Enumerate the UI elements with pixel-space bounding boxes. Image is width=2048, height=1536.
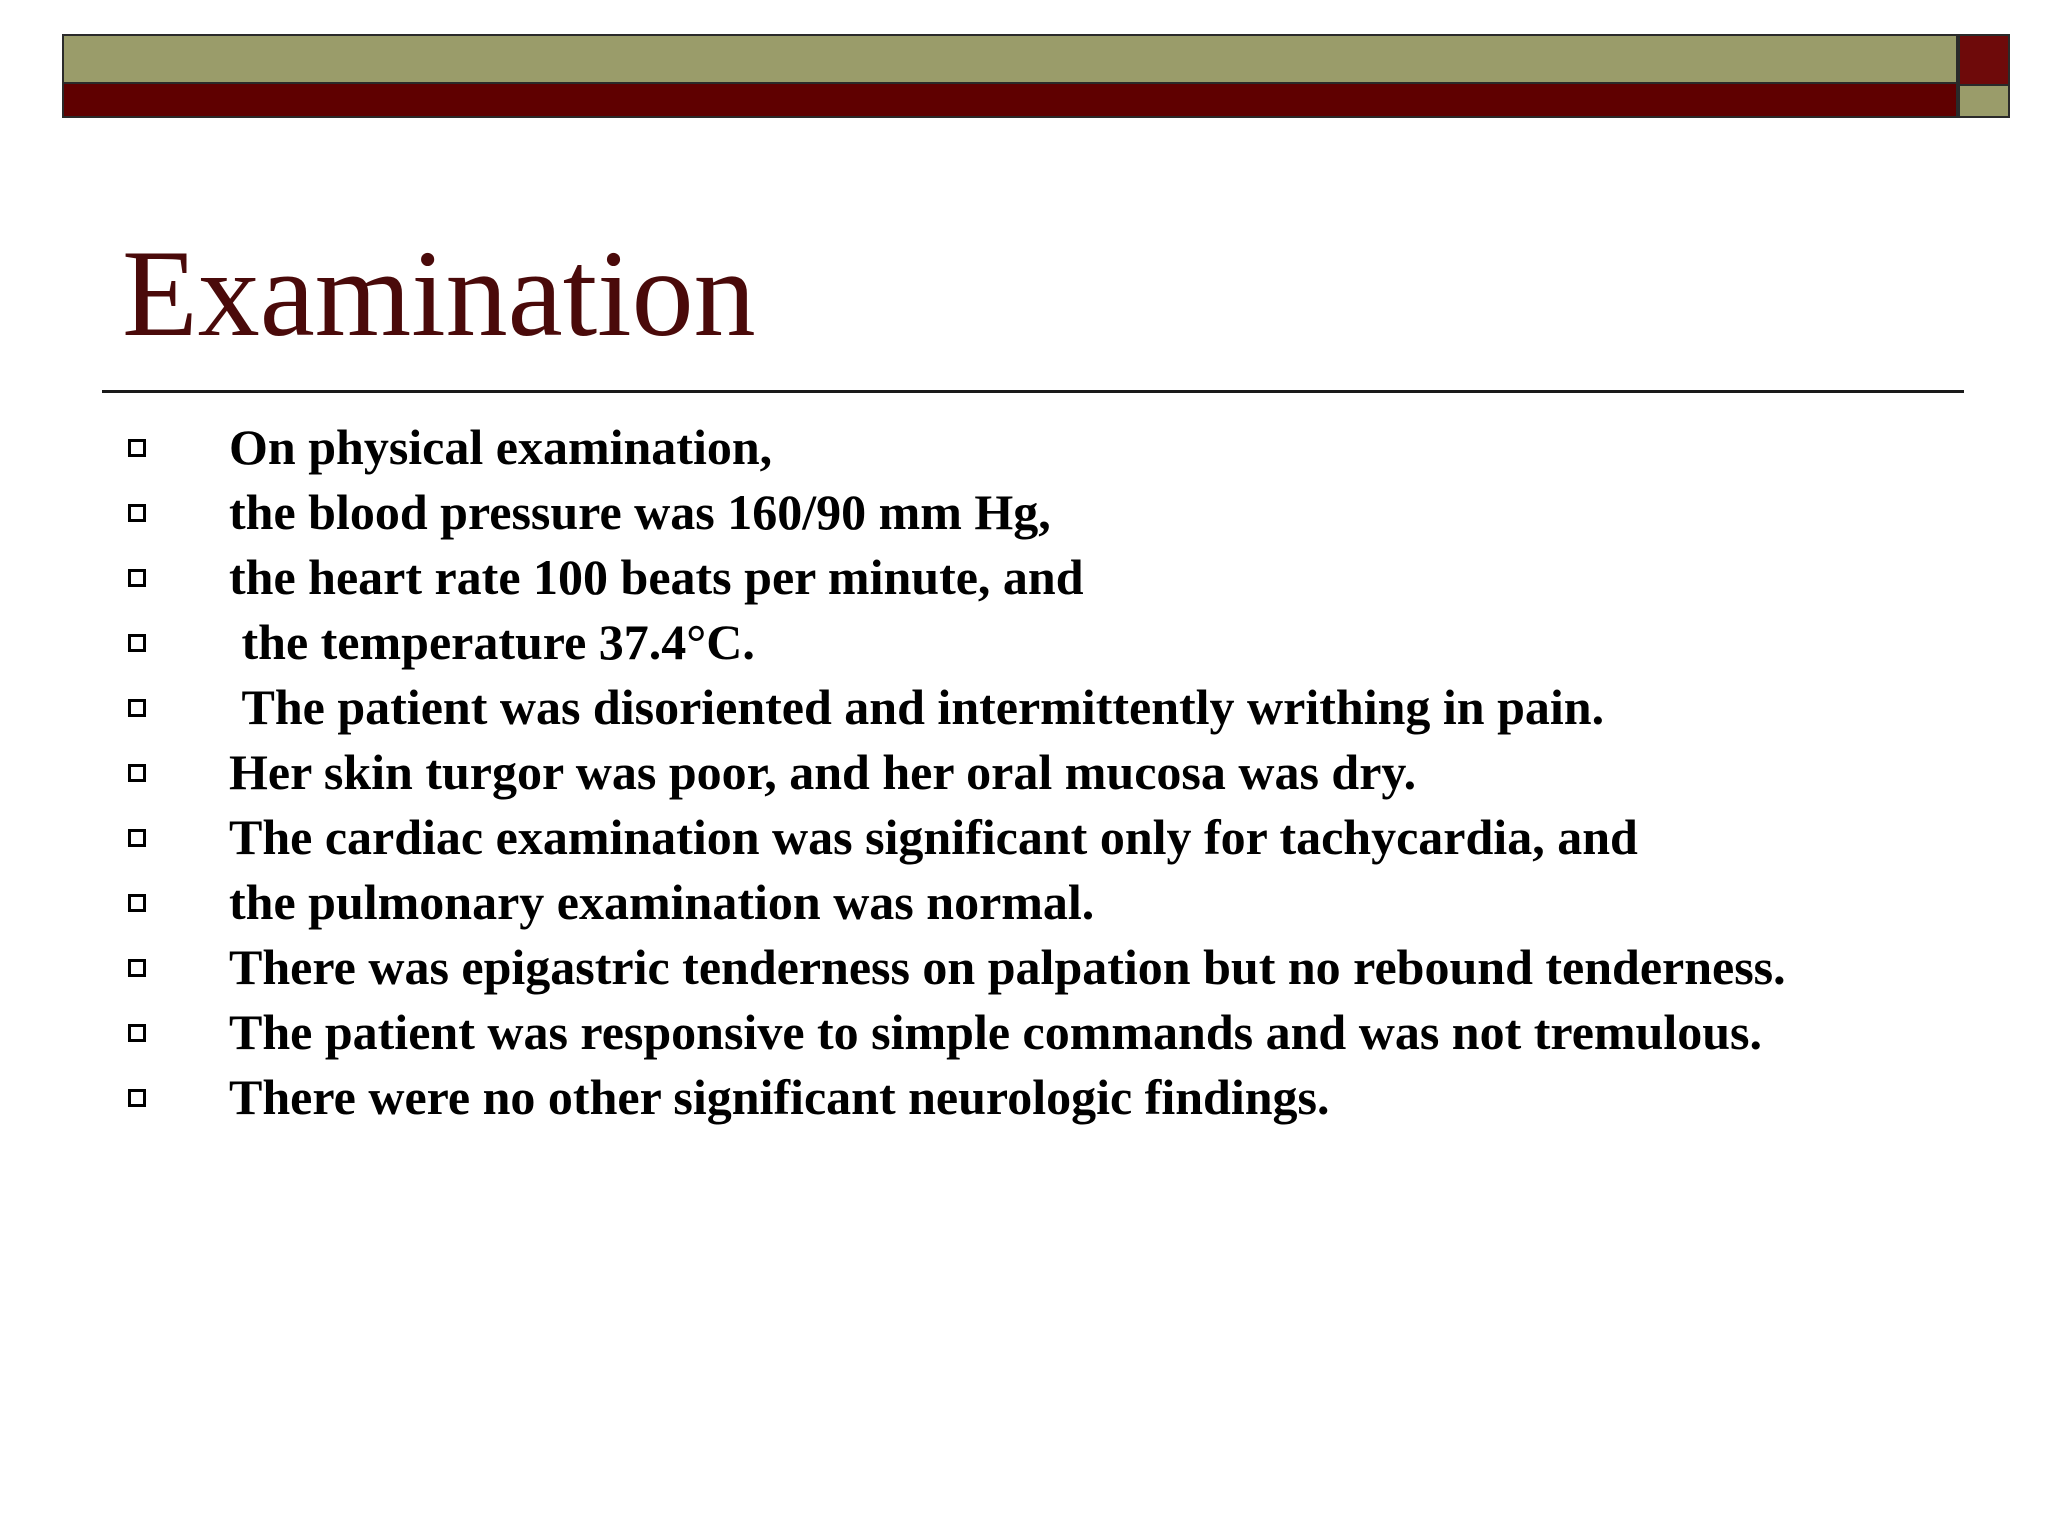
square-bullet-icon bbox=[128, 1024, 146, 1042]
header-band-olive bbox=[62, 34, 1958, 84]
bullet-item bbox=[125, 1004, 1925, 1060]
square-bullet-icon bbox=[128, 829, 146, 847]
square-bullet-icon bbox=[128, 764, 146, 782]
bullet-item bbox=[125, 874, 1925, 930]
bullet-item bbox=[125, 419, 1925, 475]
bullet-item bbox=[125, 679, 1925, 735]
title-divider bbox=[102, 390, 1964, 393]
slide-title: Examination bbox=[122, 225, 756, 362]
header-band-maroon bbox=[62, 84, 1958, 118]
bullet-text: the pulmonary examination was normal. bbox=[229, 874, 1095, 930]
square-bullet-icon bbox=[128, 959, 146, 977]
bullet-item bbox=[125, 939, 1925, 995]
bullet-text: Her skin turgor was poor, and her oral mucosa was dry. bbox=[229, 744, 1417, 800]
bullet-text: There were no other significant neurologic findings. bbox=[229, 1069, 1330, 1125]
bullet-text: The patient was disoriented and intermittently writhing in pain. bbox=[229, 679, 1605, 735]
square-bullet-icon bbox=[128, 569, 146, 587]
square-bullet-icon bbox=[128, 1089, 146, 1107]
header-corner-olive-square bbox=[1958, 86, 2010, 118]
square-bullet-icon bbox=[128, 894, 146, 912]
bullet-text: the heart rate 100 beats per minute, and bbox=[229, 549, 1084, 605]
bullet-text: The cardiac examination was significant only for tachycardia, and bbox=[229, 809, 1638, 865]
bullet-text: There was epigastric tenderness on palpation but no rebound tenderness. bbox=[229, 939, 1786, 995]
bullet-item bbox=[125, 484, 1925, 540]
bullet-text: the temperature 37.4°C. bbox=[229, 614, 755, 670]
header-corner-maroon-square bbox=[1958, 34, 2010, 86]
bullet-item bbox=[125, 809, 1925, 865]
bullet-text: the blood pressure was 160/90 mm Hg, bbox=[229, 484, 1051, 540]
square-bullet-icon bbox=[128, 699, 146, 717]
bullet-item bbox=[125, 614, 1925, 670]
bullet-item bbox=[125, 744, 1925, 800]
square-bullet-icon bbox=[128, 634, 146, 652]
bullet-list bbox=[125, 419, 1925, 1137]
bullet-item bbox=[125, 1069, 1925, 1125]
bullet-item bbox=[125, 549, 1925, 605]
bullet-text: On physical examination, bbox=[229, 419, 773, 475]
square-bullet-icon bbox=[128, 439, 146, 457]
square-bullet-icon bbox=[128, 504, 146, 522]
bullet-text: The patient was responsive to simple commands and was not tremulous. bbox=[229, 1004, 1763, 1060]
